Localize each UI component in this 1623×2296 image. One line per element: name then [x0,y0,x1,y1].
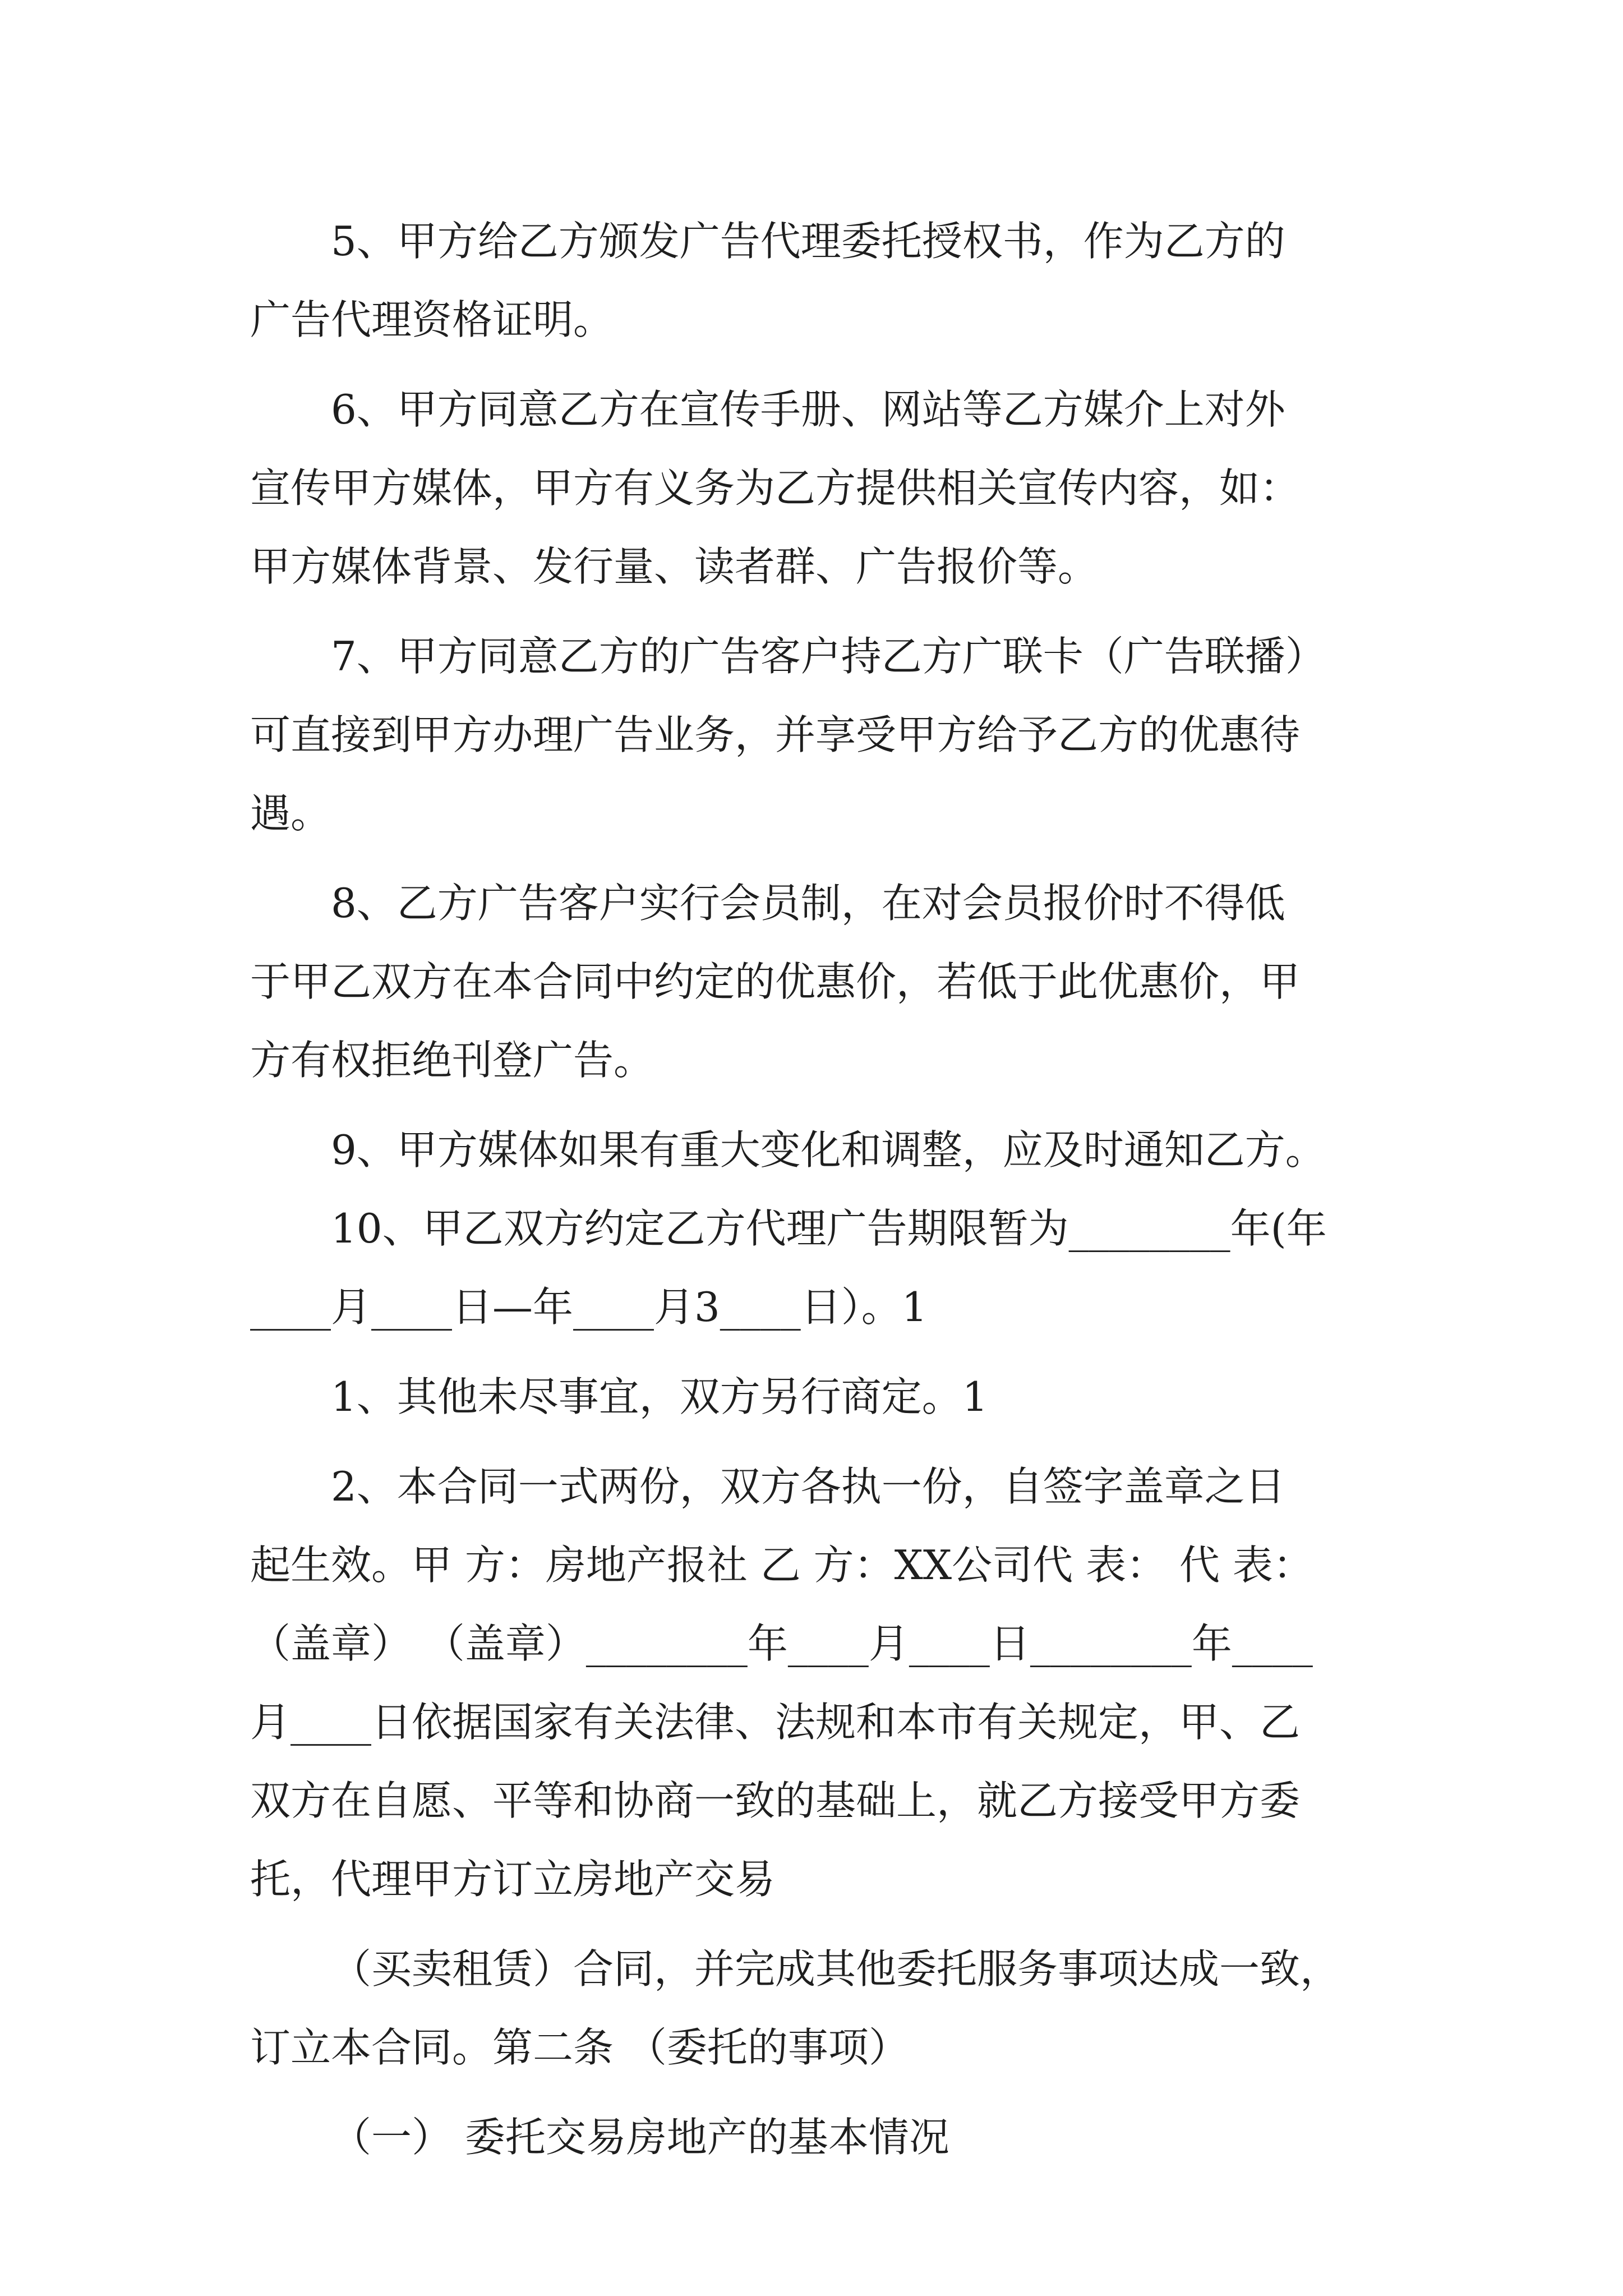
paragraph-line: （一） 委托交易房地产的基本情况 [331,2114,949,2161]
paragraph-line: 5、甲方给乙方颁发广告代理委托授权书，作为乙方的 [331,218,1285,265]
paragraph-line: 双方在自愿、平等和协商一致的基础上，就乙方接受甲方委 [250,1777,1301,1824]
paragraph-line: ____月____日—年____月3____日）。1 [250,1283,928,1331]
paragraph-line: 9、甲方媒体如果有重大变化和调整，应及时通知乙方。 [331,1126,1326,1174]
paragraph-line: （盖章） （盖章）________年____月____日________年____ [250,1620,1313,1667]
paragraph-line: 可直接到甲方办理广告业务，并享受甲方给予乙方的优惠待 [250,711,1301,758]
paragraph-line: 1、其他未尽事宜，双方另行商定。1 [331,1373,988,1420]
paragraph-line: 宣传甲方媒体，甲方有义务为乙方提供相关宣传内容，如： [250,464,1301,512]
paragraph-line: 甲方媒体背景、发行量、读者群、广告报价等。 [250,543,1099,590]
paragraph-line: 2、本合同一式两份，双方各执一份，自签字盖章之日 [331,1463,1285,1510]
paragraph-line: （买卖租赁）合同，并完成其他委托服务事项达成一致， [331,1945,1341,1993]
paragraph-line: 订立本合同。第二条 （委托的事项） [250,2024,909,2071]
paragraph-line: 遇。 [250,790,331,837]
paragraph-line: 月____日依据国家有关法律、法规和本市有关规定，甲、乙 [250,1699,1301,1746]
paragraph-line: 托，代理甲方订立房地产交易 [250,1856,776,1903]
paragraph-line: 6、甲方同意乙方在宣传手册、网站等乙方媒介上对外 [331,386,1285,433]
paragraph-line: 7、甲方同意乙方的广告客户持乙方广联卡（广告联播） [331,633,1326,680]
paragraph-line: 起生效。甲 方：房地产报社 乙 方：XX公司代 表： 代 表： [250,1542,1313,1589]
paragraph-line: 8、乙方广告客户实行会员制，在对会员报价时不得低 [331,880,1285,927]
document-body [250,202,1383,2177]
paragraph-line: 于甲乙双方在本合同中约定的优惠价，若低于此优惠价，甲 [250,958,1301,1005]
paragraph-line: 10、甲乙双方约定乙方代理广告期限暂为________年(年 [331,1205,1327,1252]
paragraph-line: 方有权拒绝刊登广告。 [250,1037,654,1084]
paragraph-line: 广告代理资格证明。 [250,296,614,343]
